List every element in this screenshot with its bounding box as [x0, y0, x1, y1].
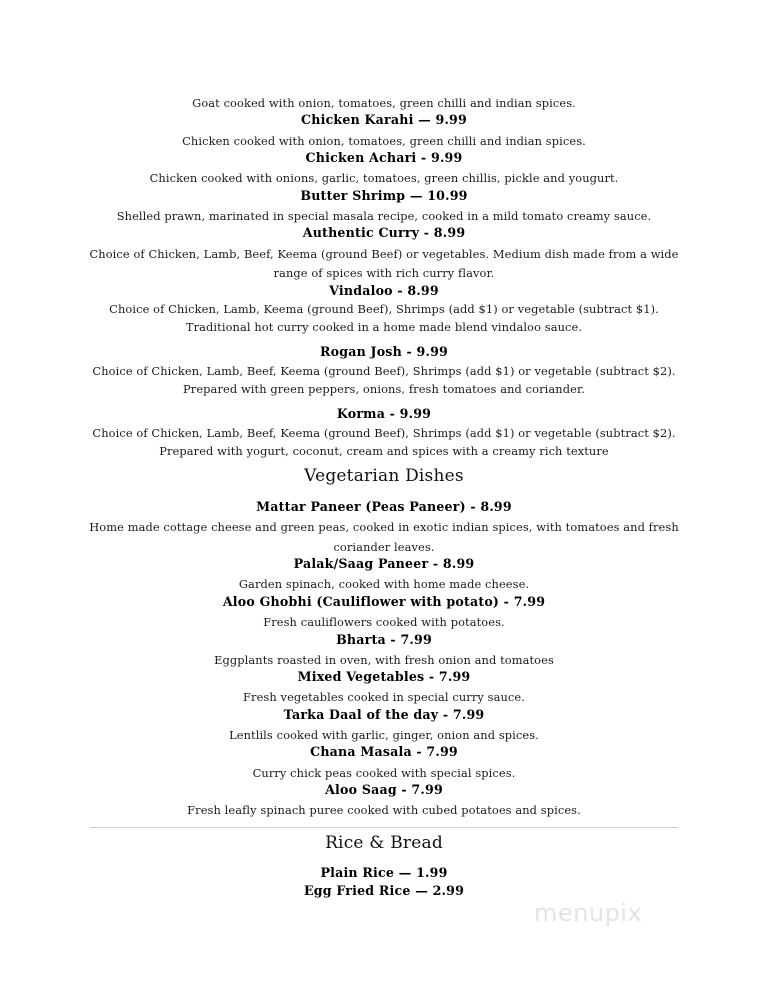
- item-description: Fresh vegetables cooked in special curry sauce.: [243, 690, 525, 704]
- menu-item-name: Authentic Curry - 8.99: [302, 225, 466, 240]
- menu-item-name: Mixed Vegetables - 7.99: [297, 669, 471, 684]
- section-title-rice-bread: Rice & Bread: [325, 833, 443, 853]
- section-divider: [90, 827, 678, 828]
- item-description: Chicken cooked with onions, garlic, tomatoes, green chillis, pickle and yougurt.: [149, 171, 619, 185]
- menu-item-name: Chicken Achari - 9.99: [305, 150, 463, 165]
- menupix-watermark: menupix: [534, 899, 643, 927]
- menu-item-name: Mattar Paneer (Peas Paneer) - 8.99: [256, 499, 512, 514]
- item-description: coriander leaves.: [333, 540, 435, 554]
- item-description: Prepared with yogurt, coconut, cream and spices with a creamy rich texture: [159, 444, 609, 458]
- menu-item-name: Rogan Josh - 9.99: [319, 344, 449, 359]
- menu-item-name: Chicken Karahi — 9.99: [301, 112, 467, 127]
- menu-item-name: Vindaloo - 8.99: [329, 283, 439, 298]
- item-description: Choice of Chicken, Lamb, Beef, Keema (ground Beef), Shrimps (add $1) or vegetable (subtract $2).: [92, 426, 676, 440]
- item-description: Fresh cauliflowers cooked with potatoes.: [263, 615, 505, 629]
- item-description: range of spices with rich curry flavor.: [273, 266, 495, 280]
- menu-item-name: Aloo Ghobhi (Cauliflower with potato) - 7.99: [222, 594, 546, 609]
- item-description: Home made cottage cheese and green peas, cooked in exotic indian spices, with tomatoes and fresh: [89, 520, 679, 534]
- item-description: Eggplants roasted in oven, with fresh onion and tomatoes: [214, 653, 554, 667]
- menu-item-name: Palak/Saag Paneer - 8.99: [293, 556, 475, 571]
- menu-item-name: Egg Fried Rice — 2.99: [303, 883, 465, 898]
- item-description: Traditional hot curry cooked in a home made blend vindaloo sauce.: [185, 320, 583, 334]
- item-description: Garden spinach, cooked with home made cheese.: [238, 577, 530, 591]
- item-description: Curry chick peas cooked with special spices.: [252, 766, 516, 780]
- section-title-vegetarian: Vegetarian Dishes: [304, 466, 464, 486]
- item-description: Choice of Chicken, Lamb, Beef, Keema (ground Beef) or vegetables. Medium dish made from a wide: [89, 247, 679, 261]
- item-description: Shelled prawn, marinated in special masala recipe, cooked in a mild tomato creamy sauce.: [116, 209, 652, 223]
- menu-item-name: Korma - 9.99: [336, 406, 432, 421]
- item-description: Chicken cooked with onion, tomatoes, green chilli and indian spices.: [182, 134, 586, 148]
- item-description: Lentlils cooked with garlic, ginger, onion and spices.: [229, 728, 539, 742]
- menu-item-name: Aloo Saag - 7.99: [325, 782, 443, 797]
- item-description: Choice of Chicken, Lamb, Beef, Keema (ground Beef), Shrimps (add $1) or vegetable (subtract $2).: [92, 364, 676, 378]
- item-description: Goat cooked with onion, tomatoes, green chilli and indian spices.: [192, 96, 576, 110]
- menu-item-name: Butter Shrimp — 10.99: [300, 188, 468, 203]
- menu-item-name: Plain Rice — 1.99: [320, 865, 448, 880]
- menu-item-name: Tarka Daal of the day - 7.99: [283, 707, 485, 722]
- item-description: Fresh leafly spinach puree cooked with cubed potatoes and spices.: [187, 803, 581, 817]
- menu-item-name: Bharta - 7.99: [336, 632, 432, 647]
- menu-item-name: Chana Masala - 7.99: [310, 744, 458, 759]
- item-description: Prepared with green peppers, onions, fresh tomatoes and coriander.: [183, 382, 585, 396]
- item-description: Choice of Chicken, Lamb, Keema (ground Beef), Shrimps (add $1) or vegetable (subtract $1).: [109, 302, 659, 316]
